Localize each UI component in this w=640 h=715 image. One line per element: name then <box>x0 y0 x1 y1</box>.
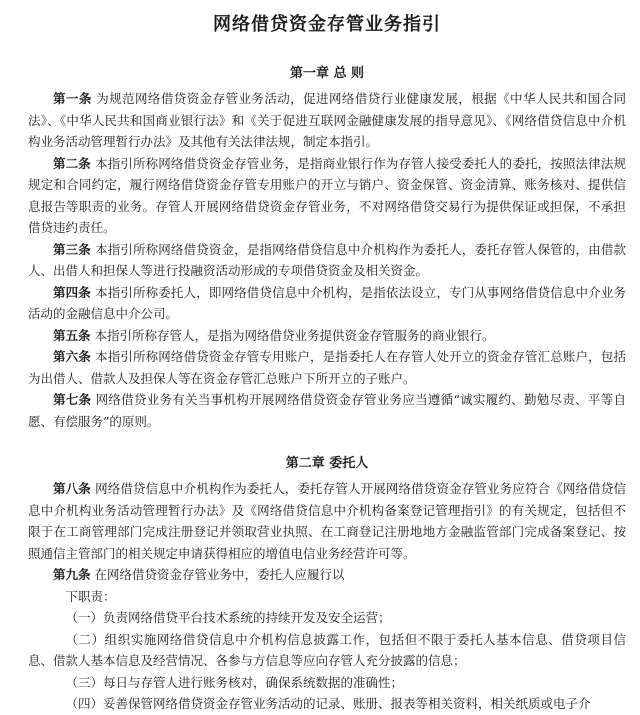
article-label: 第四条 <box>53 284 91 300</box>
article-4 <box>28 282 626 325</box>
article-6 <box>28 346 626 389</box>
article-label: 第一条 <box>53 91 92 106</box>
article-9 <box>28 564 626 586</box>
duty-item-1: （一）负责网络借贷平台技术系统的持续开发及安全运营； <box>65 610 391 625</box>
duty-item-3: （三）每日与存管人进行账务核对，确保系统数据的准确性； <box>65 674 404 690</box>
duty-item-4: （四）妥善保管网络借贷资金存管业务活动的记录、账册、报表等相关资料，相关纸质或电子介 <box>65 696 591 711</box>
article-7 <box>28 389 626 432</box>
article-label: 第七条 <box>53 392 92 407</box>
duty-item-2: （二）组织实施网络借贷信息中介机构信息披露工作，包括但不限于委托人基本信息、借贷项目信息、借款人基本信息及经营情况、各参与方信息等应向存管人充分披露的信息； <box>28 631 626 668</box>
article-1 <box>28 88 626 153</box>
article-text: 本指引所称网络借贷资金存管业务，是指商业银行作为存管人接受委托人的委托，按照法律法规规定和合同约定，履行网络借贷资金存管专用账户的开立与销户、资金保管、资金清算、账务核对、提供信息报告等职责的业务。存管人开展网络借贷资金存管业务，不对网络借贷交易行为提供保证或担保，不承担借贷违约责任。 <box>28 155 626 235</box>
article-text: 本指引所称存管人，是指为网络借贷业务提供资金存管服务的商业银行。 <box>94 327 495 343</box>
article-2 <box>28 153 626 239</box>
article-text: 在网络借贷资金存管业务中，委托人应履行以 <box>94 567 345 582</box>
article-5 <box>28 325 626 347</box>
article-label: 第六条 <box>53 349 91 364</box>
article-label: 第五条 <box>53 327 91 343</box>
article-label: 第三条 <box>53 241 91 257</box>
article-8 <box>28 478 626 564</box>
article-text: 本指引所称网络借贷资金，是指网络借贷信息中介机构作为委托人，委托存管人保管的，由借款人、出借人和担保人等进行投融资活动形成的专项借贷资金及相关资金。 <box>28 241 626 278</box>
article-text: 本指引所称网络借贷资金存管专用账户，是指委托人在存管人处开立的资金存管汇总账户，包括为出借人、借款人及担保人等在资金存管汇总账户下所开立的子账户。 <box>28 349 626 386</box>
article-3 <box>28 239 626 282</box>
article-text: 网络借贷信息中介机构作为委托人，委托存管人开展网络借贷资金存管业务应符合《网络借贷信息中介机构业务活动管理暂行办法》及《网络借贷信息中介机构备案登记管理指引》的有关规定，包括但不限于在工商管理部门完成注册登记并领取营业执照、在工商登记注册地地方金融监管部门完成备案登记、按照通信主管部门的相关规定申请获得相应的增值电信业务经营许可等。 <box>28 481 626 561</box>
chapter-1-heading: 第一章 总 则 <box>289 66 365 81</box>
chapter-2-heading: 第二章 委托人 <box>285 456 369 471</box>
article-text: 网络借贷业务有关当事机构开展网络借贷资金存管业务应当遵循“诚实履约、勤勉尽责、平等自愿、有偿服务”的原则。 <box>28 392 626 429</box>
document-title: 网络借贷资金存管业务指引 <box>213 14 441 35</box>
article-text: 本指引所称委托人，即网络借贷信息中介机构，是指依法设立，专门从事网络借贷信息中介业务活动的金融信息中介公司。 <box>28 284 626 321</box>
article-label: 第八条 <box>53 481 91 496</box>
duties-intro: 下职责： <box>65 588 116 604</box>
article-text: 为规范网络借贷资金存管业务活动，促进网络借贷行业健康发展，根据《中华人民共和国合同法》、《中华人民共和国商业银行法》和《关于促进互联网金融健康发展的指导意见》、《网络借贷信息中介机构业务活动管理暂行办法》及其他有关法律法规，制定本指引。 <box>28 91 626 149</box>
article-label: 第九条 <box>53 567 91 582</box>
article-label: 第二条 <box>53 155 91 171</box>
